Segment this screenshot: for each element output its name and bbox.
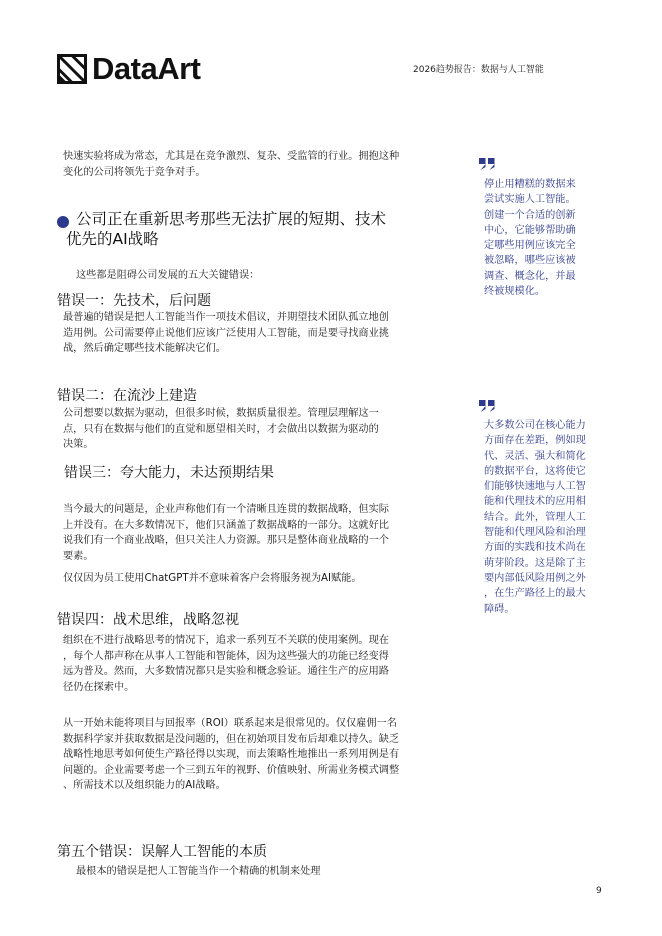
mistake1-line: 造用例。公司需要停止说他们应该广泛使用人工智能，而是要寻找商业挑	[63, 327, 389, 339]
sidebar-quote-1	[484, 177, 576, 299]
quote2-line: 方面的实践和技术尚在	[484, 542, 586, 554]
mistake2-title: 错误二：在流沙上建造	[57, 388, 197, 404]
quote1-line: 被忽略，哪些应该被	[484, 255, 576, 267]
quote2-line: 方面存在差距，例如现	[484, 435, 586, 447]
mistake4-title: 错误四：战术思维，战略忽视	[57, 612, 239, 628]
quote2-line: 萌芽阶段。这是除了主	[484, 557, 586, 569]
mistake1-title: 错误一：先技术，后问题	[57, 293, 211, 309]
mistake4-line: 远为普及。然而，大多数情况都只是实验和概念验证。通往生产的应用路	[63, 666, 389, 677]
quote2-line: 们能够快速地与人工智	[484, 481, 586, 493]
section-intro: 这些都是阻碍公司发展的五大关键错误：	[76, 270, 260, 281]
mistake5-subtitle: 最根本的错误是把人工智能当作一个精确的机制来处理	[76, 866, 321, 877]
mistake4-line: 问题的。企业需要考虑一个三到五年的视野、价值映射、所需业务模式调整	[63, 764, 400, 776]
mistake4-line: 战略性地思考如何使生产路径得以实现，而去策略性地推出一系列用例是有	[63, 749, 400, 760]
mistake4-body-2	[63, 716, 399, 794]
mistake3-line: 要素。	[63, 550, 94, 562]
quote1-line: 尝试实施人工智能。	[484, 194, 576, 206]
mistake4-line: 、所需技术以及组织能力的AI战略。	[63, 780, 226, 791]
quote2-line: 障碍。	[484, 603, 515, 615]
sidebar-quote-2	[484, 418, 586, 617]
report-title: 2026趋势报告：数据与人工智能	[413, 65, 544, 75]
intro-line: 变化的公司将领先于竞争对手。	[63, 166, 206, 178]
quote1-line: 终被规模化。	[484, 286, 546, 298]
quote2-line: ，在生产路径上的最大	[484, 588, 586, 600]
mistake4-line: 从一开始未能将项目与回报率（ROI）联系起来是很常见的。仅仅雇佣一名	[63, 718, 397, 729]
mistake1-body	[63, 310, 389, 357]
quote2-line: 代、灵活、强大和简化	[484, 450, 586, 462]
quote1-line: 停止用糟糕的数据来	[484, 179, 576, 190]
logo	[57, 51, 201, 86]
mistake3-body	[63, 502, 389, 564]
quote1-line: 创建一个合适的创新	[484, 209, 576, 221]
mistake4-body	[63, 633, 389, 695]
quote2-line: 智能和代理风险和治理	[484, 527, 586, 539]
mistake3-title: 错误三：夸大能力，未达预期结果	[64, 465, 274, 481]
mistake4-line: 组织在不进行战略思考的情况下，追求一系列互不关联的使用案例。现在	[63, 635, 389, 646]
mistake5-title: 第五个错误：误解人工智能的本质	[57, 844, 267, 860]
quote1-line: 定哪些用例应该完全	[484, 240, 576, 252]
mistake4-line: ，每个人都声称在从事人工智能和智能体，因为这些强大的功能已经变得	[63, 650, 389, 662]
mistake1-line: 战，然后确定哪些技术能解决它们。	[63, 343, 226, 354]
mistake4-line: 数据科学家并获取数据是没问题的，但在初始项目发布后却难以持久。缺乏	[63, 733, 400, 745]
mistake3-note: 仅仅因为员工使用ChatGPT并不意味着客户会将服务视为AI赋能。	[63, 573, 362, 584]
mistake2-line: 公司想要以数据为驱动，但很多时候，数据质量很差。管理层理解这一	[63, 408, 379, 419]
section-heading-line: 优先的AI战略	[66, 230, 159, 248]
quote2-line: 大多数公司在核心能力	[484, 420, 586, 431]
quote2-line: 要内部低风险用例之外	[484, 572, 586, 584]
intro-paragraph	[63, 149, 399, 180]
quote-icon	[478, 399, 496, 413]
quote2-line: 的数据平台，这将使它	[484, 465, 586, 477]
quote2-line: 能和代理技术的应用相	[484, 496, 586, 508]
mistake3-line: 说我们有一个商业战略，但只关注人力资源。那只是整体商业战略的一个	[63, 535, 389, 546]
mistake2-body	[63, 406, 379, 453]
mistake2-line: 点，只有在数据与他们的直觉和愿望相关时，才会做出以数据为驱动的	[63, 423, 379, 435]
mistake4-line: 径仍在探索中。	[63, 681, 135, 693]
section-bullet-icon	[57, 216, 69, 228]
quote2-line: 结合。此外，管理人工	[484, 511, 586, 523]
page-number: 9	[596, 886, 602, 896]
quote1-line: 调查、概念化，并最	[484, 270, 576, 282]
mistake3-line: 当今最大的问题是，企业声称他们有一个清晰且连贯的数据战略，但实际	[63, 504, 389, 515]
quote-icon	[478, 157, 496, 171]
mistake3-line: 上并没有。在大多数情况下，他们只涵盖了数据战略的一部分。这就好比	[63, 519, 389, 531]
quote1-line: 中心，它能够帮助确	[484, 224, 576, 236]
mistake2-line: 决策。	[63, 439, 94, 450]
logo-text: DataArt	[92, 51, 201, 86]
intro-line: 快速实验将成为常态，尤其是在竞争激烈、复杂、受监管的行业。拥抱这种	[63, 151, 400, 162]
mistake1-line: 最普遍的错误是把人工智能当作一项技术倡议，并期望技术团队孤立地创	[63, 312, 389, 323]
section-heading-line: 公司正在重新思考那些无法扩展的短期、技术	[76, 210, 387, 228]
dataart-logo-icon	[57, 54, 87, 84]
